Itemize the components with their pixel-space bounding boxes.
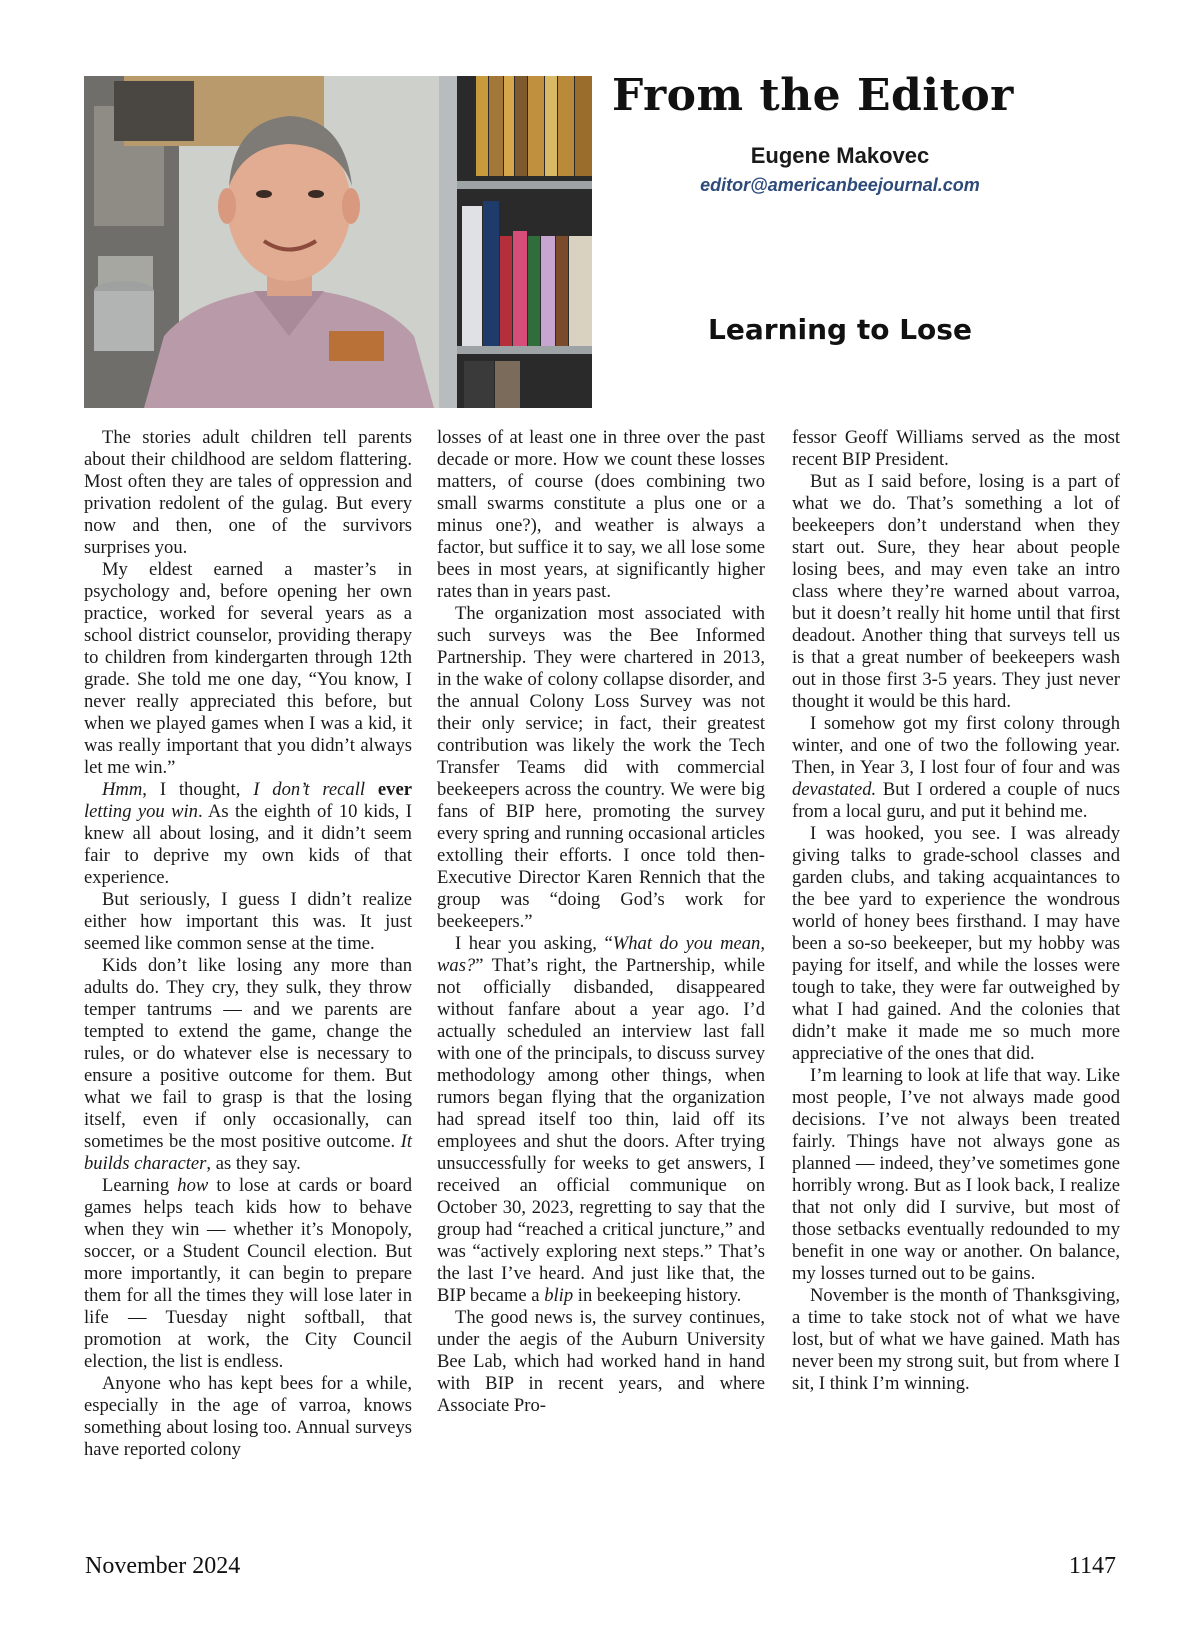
paragraph: Kids don’t like losing any more than adults do. They cry, they sulk, they throw temper tantrums — and we parents are tempted to extend the game, change the rules, or do whatever else is necessary to ensure a positive outcome for them. But what we fail to grasp is that the losing itself, even if only occasionally, can sometimes be the most positive outcome. It builds character, as they say. bbox=[84, 955, 412, 1174]
issue-date: November 2024 bbox=[85, 1553, 241, 1579]
page-number: 1147 bbox=[1068, 1553, 1116, 1579]
paragraph: I somehow got my first colony through winter, and one of two the following year. Then, in Year 3, I lost four of four and was devastated. But I ordered a couple of nucs from a local guru, and put it behind me. bbox=[792, 713, 1120, 822]
paragraph: But as I said before, losing is a part of what we do. That’s something a lot of beekeepers don’t understand when they start out. Sure, they hear about people losing bees, and may even take an intro class where they’re warned about varroa, but it doesn’t really hit home until that first deadout. Another thing that surveys tell us is that a great number of beekeepers wash out in those first 3-5 years. They just never thought it would be this hard. bbox=[792, 471, 1120, 712]
article-title: Learning to Lose bbox=[708, 313, 972, 346]
paragraph: The organization most associated with such surveys was the Bee Informed Partnership. They were chartered in 2013, in the wake of colony collapse disorder, and the annual Colony Loss Survey was not their only service; in fact, their greatest contribution was likely the work the Tech Transfer Teams did with commercial beekeepers across the country. We were big fans of BIP here, promoting the survey every spring and running occasional articles extolling their efforts. I once told then-Executive Director Karen Rennich that the group was “doing God’s work for beekeepers.” bbox=[437, 603, 765, 932]
paragraph: The stories adult children tell parents about their childhood are seldom flattering. Most often they are tales of oppression and privation redolent of the gulag. But every now and then, one of the survivors surprises you. bbox=[84, 427, 412, 558]
paragraph: I was hooked, you see. I was already giving talks to grade-school classes and garden clubs, and taking acquaintances to the bee yard to experience the wondrous world of honey bees firsthand. I may have been a so-so beekeeper, but my hobby was paying for itself, and while the losses were tough to take, they were far outweighed by what I had gained. And the colonies that didn’t make it made me so much more appreciative of the ones that did. bbox=[792, 823, 1120, 1064]
article-column-1 bbox=[84, 427, 412, 1461]
paragraph: losses of at least one in three over the past decade or more. How we count these losses matters, of course (does combining two small swarms constitute a plus one or a minus one?), and weather is always a factor, but suffice it to say, we all lose some bees in most years, at significantly higher rates than in years past. bbox=[437, 427, 765, 602]
paragraph: My eldest earned a master’s in psychology and, before opening her own practice, worked for several years as a school district counselor, providing therapy to children from kindergarten through 12th grade. She told me one day, “You know, I never really appreciated this before, but when we played games when I was a kid, it was really important that you didn’t always let me win.” bbox=[84, 559, 412, 778]
paragraph: Learning how to lose at cards or board games helps teach kids how to behave when they win — whether it’s Monopoly, soccer, or a Student Council election. But more importantly, it can begin to prepare them for all the times they will lose later in life — Tuesday night softball, that promotion at work, the City Council election, the list is endless. bbox=[84, 1175, 413, 1372]
paragraph: November is the month of Thanksgiving, a time to take stock not of what we have lost, but of what we have gained. Math has never been my strong suit, but from where I sit, I think I’m winning. bbox=[792, 1285, 1120, 1394]
section-title: From the Editor bbox=[612, 70, 1014, 121]
editor-photo bbox=[84, 76, 592, 408]
article-column-2 bbox=[437, 427, 765, 1417]
paragraph: I’m learning to look at life that way. Like most people, I’ve not always made good decisions. I’ve not always been treated fairly. Things have not always gone as planned — indeed, they’ve sometimes gone horribly wrong. But as I look back, I realize that not only did I survive, but most of those setbacks eventually redounded to my benefit in one way or another. On balance, my losses turned out to be gains. bbox=[792, 1065, 1120, 1284]
author-email[interactable]: editor@americanbeejournal.com bbox=[700, 175, 980, 195]
article-column-3 bbox=[792, 427, 1120, 1395]
paragraph: fessor Geoff Williams served as the most recent BIP President. bbox=[792, 427, 1120, 470]
paragraph: But seriously, I guess I didn’t realize either how important this was. It just seemed like common sense at the time. bbox=[84, 889, 412, 954]
paragraph: Hmm, I thought, I don’t recall ever letting you win. As the eighth of 10 kids, I knew all about losing, and it didn’t seem fair to deprive my own kids of that experience. bbox=[84, 779, 412, 888]
editor-portrait-icon bbox=[84, 76, 592, 408]
author-name: Eugene Makovec bbox=[750, 143, 930, 168]
paragraph: I hear you asking, “What do you mean, was?” That’s right, the Partnership, while not officially disbanded, disappeared without fanfare about a year ago. I’d actually scheduled an interview last fall with one of the principals, to discuss survey methodology among other things, when rumors began flying that the organization had spread itself too thin, laid off its employees and shut the doors. After trying unsuccessfully for weeks to get answers, I received an official communique on October 30, 2023, regretting to say that the group had “reached a critical juncture,” and was “actively exploring next steps.” That’s the last I’ve heard. And just like that, the BIP became a blip in beekeeping history. bbox=[437, 933, 765, 1306]
paragraph: The good news is, the survey continues, under the aegis of the Auburn University Bee Lab, which had worked hand in hand with BIP in recent years, and where Associate Pro- bbox=[437, 1307, 765, 1416]
paragraph: Anyone who has kept bees for a while, especially in the age of varroa, knows something about losing too. Annual surveys have reported colony bbox=[84, 1373, 412, 1460]
